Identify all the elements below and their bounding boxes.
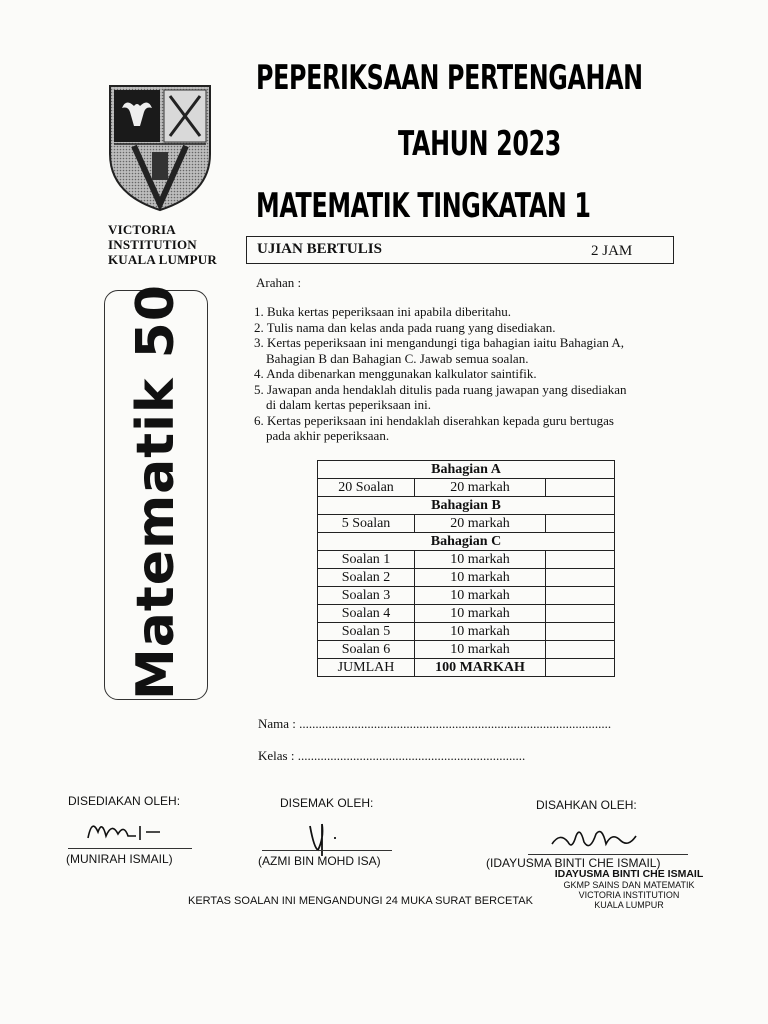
school-name-line-1: VICTORIA	[108, 222, 176, 237]
name-label: Nama :	[258, 716, 300, 731]
instruction-item: 4. Anda dibenarkan menggunakan kalkulator saintifik.	[254, 366, 537, 381]
instruction-item: Bahagian B dan Bahagian C. Jawab semua soalan.	[266, 350, 529, 366]
score-cell[interactable]	[546, 551, 615, 569]
section-c-question: Soalan 6	[318, 641, 415, 659]
paper-duration: 2 JAM	[591, 243, 633, 259]
checked-by-name: (AZMI BIN MOHD ISA)	[258, 854, 381, 868]
total-label: JUMLAH	[318, 659, 415, 677]
checked-signature-line	[262, 850, 392, 851]
paper-title: UJIAN BERTULIS	[257, 241, 382, 257]
stamp-line-1: GKMP SAINS DAN MATEMATIK	[563, 880, 695, 890]
stamp-line-2: VICTORIA INSTITUTION	[578, 890, 680, 900]
page-count-footer: KERTAS SOALAN INI MENGANDUNGI 24 MUKA SURAT BERCETAK	[188, 895, 533, 907]
approved-by-name: (IDAYUSMA BINTI CHE ISMAIL)	[486, 856, 661, 870]
table-row	[318, 479, 615, 497]
checked-by-label: DISEMAK OLEH:	[280, 796, 374, 810]
score-cell[interactable]	[546, 623, 615, 641]
approved-by-label: DISAHKAN OLEH:	[536, 798, 637, 812]
table-row	[318, 641, 615, 659]
class-label: Kelas :	[258, 748, 298, 763]
instruction-item: di dalam kertas peperiksaan ini.	[266, 397, 431, 412]
table-section-row	[318, 461, 615, 479]
score-cell[interactable]	[546, 479, 615, 497]
section-a-title: Bahagian A	[318, 461, 615, 479]
checked-signature	[300, 818, 360, 858]
prepared-signature-line	[68, 848, 192, 849]
prepared-by-label: DISEDIAKAN OLEH:	[68, 794, 181, 808]
section-c-question: Soalan 5	[318, 623, 415, 641]
prepared-by-name: (MUNIRAH ISMAIL)	[66, 852, 173, 866]
score-cell[interactable]	[546, 515, 615, 533]
section-b-marks: 20 markah	[415, 515, 546, 533]
school-name-line-3: KUALA LUMPUR	[108, 252, 217, 267]
section-c-question: Soalan 3	[318, 587, 415, 605]
section-c-question: Soalan 4	[318, 605, 415, 623]
section-c-marks: 10 markah	[415, 587, 546, 605]
prepared-signature	[84, 814, 164, 846]
total-marks: 100 MARKAH	[415, 659, 546, 677]
exam-title: PEPERIKSAAN PERTENGAHAN	[256, 58, 643, 98]
section-c-marks: 10 markah	[415, 551, 546, 569]
school-name-line-2: INSTITUTION	[108, 237, 197, 252]
approved-signature-line	[528, 854, 688, 855]
marks-table	[317, 460, 615, 677]
paper-info-box	[246, 236, 674, 264]
section-c-marks: 10 markah	[415, 569, 546, 587]
section-b-title: Bahagian B	[318, 497, 615, 515]
instruction-item: pada akhir peperiksaan.	[266, 428, 390, 443]
instruction-item: 2. Tulis nama dan kelas anda pada ruang yang disediakan.	[254, 319, 556, 335]
section-c-marks: 10 markah	[415, 641, 546, 659]
table-section-row	[318, 497, 615, 515]
exam-year: TAHUN 2023	[398, 124, 562, 164]
table-row	[318, 569, 615, 587]
section-b-questions: 5 Soalan	[318, 515, 415, 533]
section-c-marks: 10 markah	[415, 623, 546, 641]
section-c-question: Soalan 2	[318, 569, 415, 587]
instruction-item: 6. Kertas peperiksaan ini hendaklah diserahkan kepada guru bertugas	[254, 412, 614, 428]
instruction-item: 3. Kertas peperiksaan ini mengandungi tiga bahagian iaitu Bahagian A,	[254, 335, 625, 350]
instructions-title: Arahan :	[256, 275, 302, 290]
table-row	[318, 551, 615, 569]
table-total-row	[318, 659, 615, 677]
score-cell[interactable]	[546, 569, 615, 587]
total-score-cell[interactable]	[546, 659, 615, 677]
section-a-marks: 20 markah	[415, 479, 546, 497]
table-row	[318, 623, 615, 641]
section-c-question: Soalan 1	[318, 551, 415, 569]
stamp-line-3: KUALA LUMPUR	[594, 900, 664, 910]
table-row	[318, 587, 615, 605]
name-dotted-line: ................................................................................................	[299, 716, 612, 731]
table-section-row	[318, 533, 615, 551]
table-row	[318, 605, 615, 623]
approved-signature	[550, 822, 640, 856]
exam-subject: MATEMATIK TINGKATAN 1	[256, 186, 591, 226]
instructions-list	[254, 304, 684, 444]
score-cell[interactable]	[546, 587, 615, 605]
subject-side-label: Matematik 50	[126, 284, 186, 700]
table-row	[318, 515, 615, 533]
score-cell[interactable]	[546, 641, 615, 659]
instruction-item: 5. Jawapan anda hendaklah ditulis pada ruang jawapan yang disediakan	[254, 381, 627, 397]
school-crest-logo	[104, 82, 216, 214]
instruction-item: 1. Buka kertas peperiksaan ini apabila diberitahu.	[254, 304, 512, 319]
class-field[interactable]	[258, 748, 525, 764]
score-cell[interactable]	[546, 605, 615, 623]
official-stamp	[546, 868, 712, 910]
name-field[interactable]	[258, 716, 611, 732]
section-c-title: Bahagian C	[318, 533, 615, 551]
section-a-questions: 20 Soalan	[318, 479, 415, 497]
school-name	[108, 222, 217, 267]
class-dotted-line: ......................................................................	[297, 748, 526, 763]
stamp-name: IDAYUSMA BINTI CHE ISMAIL	[554, 868, 704, 880]
section-c-marks: 10 markah	[415, 605, 546, 623]
